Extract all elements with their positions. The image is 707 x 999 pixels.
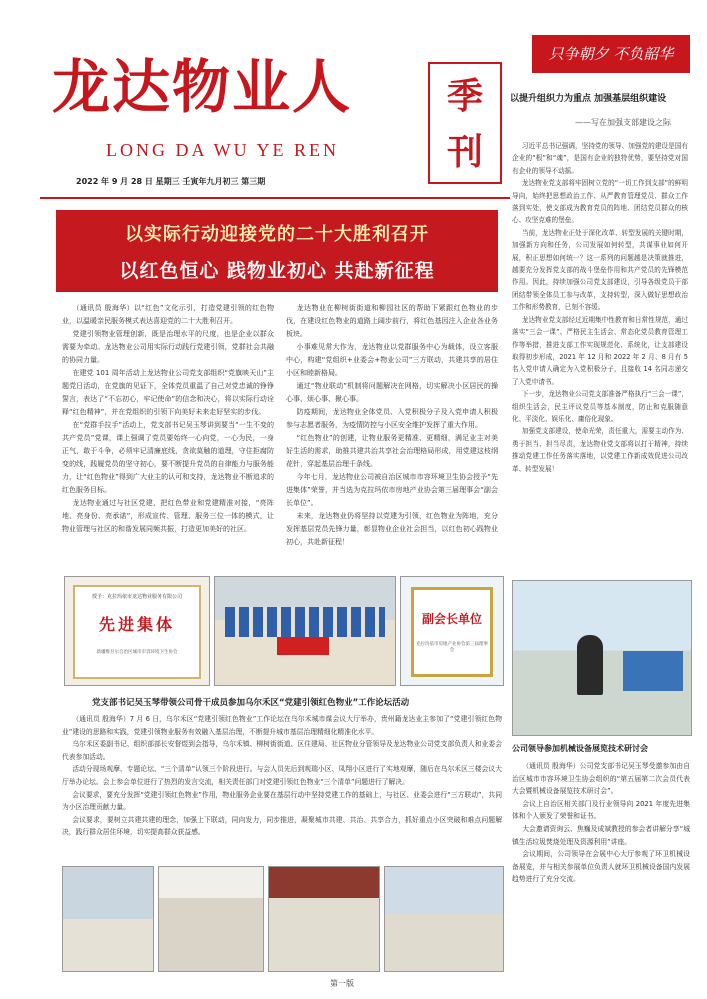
article-column-3 xyxy=(512,140,688,475)
paragraph: 会议期间，公司领导在会展中心大厅参观了环卫机械设备展览，并与相关参展单位负责人就环卫机械设备国内发展趋势进行了充分交流。 xyxy=(512,850,690,884)
paragraph: 下一步，龙达物业公司党支部准备严格执行“三会一课”，组织生活会，民主评议党员等基本制度，防止和克服随意化、平淡化、娱乐化、庸俗化现象。 xyxy=(512,390,688,423)
masthead-pinyin: LONG DA WU YE REN xyxy=(106,140,339,160)
slogan-logo: 只争朝夕 不负韶华 xyxy=(532,35,690,73)
paragraph: 今年七月，龙达物业公司被自治区城市市容环境卫生协会授予“先进集体”荣誉，并当选为克拉玛依市房地产业协会第三届理事会“副会长单位”。 xyxy=(286,473,498,507)
banner-line-2: 以红色恒心 践物业初心 共赴新征程 xyxy=(119,260,435,282)
paragraph: 当前，龙达物业正处于深化改革、转型发展的关键时期，加强新方向和任务，公司发展如何转型，共谋事业如何开展，积正思想如何统一？这一系列的问题越是决策就推进，越要充分发挥党支部的战斗堡垒作用和共产党员的先锋模范作用。因此，持续加强公司党支部建设，引导各级党员干部团结带领全体员工参与改革，支持转型，深入做好思想政治工作和形势教育，已刻不容缓。 xyxy=(512,228,688,312)
forum-photo-1 xyxy=(62,866,154,972)
paragraph: 龙达物业党支部经过近期集中性教育和日常性规范，通过落实“三会一课”、严格民主生活会、常态化党员教育管理工作等举措，推进支部工作实现规范化、系统化，让支部建设取得初步形成，2021 年 12 月和 2022 年 2 月、8 月有 5 名入党申请人确定为入党积极分子，且接收 14 名同志递交了入党申请书。 xyxy=(512,315,688,386)
article2-headline: 党支部书记吴玉琴带领公司骨干成员参加乌尔禾区“党建引领红色物业”工作论坛活动 xyxy=(92,698,410,708)
award-certificate-photo xyxy=(64,576,210,686)
plaque-photo xyxy=(400,576,504,686)
award-recipient: 授予：克拉玛依市龙达物业服务有限公司 xyxy=(91,594,182,600)
people-row xyxy=(225,607,385,637)
plaque-issuer: 克拉玛依市房地产业协会第三届理事会 xyxy=(416,642,488,653)
forum-photo-4 xyxy=(384,866,504,972)
paragraph: 在“党群手拉手”活动上，党支部书记吴玉琴讲到要当“一生不变的共产党员”党课，课上强调了党员要始终一心向党，一心为民，一身正气，敢于斗争，必须牢记清廉底线，贪欲莫触的道理，守住拒腐防变的线，践履党员的坚守初心，要不断提升党员的自律能力与服务能力，让“红色物业”得到广大业主的认可和支持，龙达物业不断追求的红色服务目标。 xyxy=(62,421,274,494)
article3-headline: 公司领导参加机械设备展览技术研讨会 xyxy=(512,744,648,753)
paragraph: 活动分现场观摩、专题论坛、“三个清单”认领三个阶段进行。与会人员先后到观瑞小区、凤翔小区进行了实地观摩，随后在乌尔禾区三楼会议大厅举办论坛。会上参会单位进行了热烈的发言交流，相关责任部门对党建引领红色物业“三个清单”问题进行了解决。 xyxy=(62,765,502,786)
paragraph: （通讯员 殷海华）7 月 6 日，乌尔禾区“党建引领红色物业”工作论坛在乌尔禾城市煤会议大厅举办，贵州籍龙达业主参加了“党建引领红色物业”建设的思路和实践，党建引领物业服务有效融入基层治理，不断提升城市基层治理精细化精准化水平。 xyxy=(62,715,502,736)
paragraph: 会议要求，要充分发挥“党建引领红色物业”作用，物业服务企业要在基层行动中坚持党建工作的基础上，与社区、业委会进行“三方联动”，共同为小区治理贡献力量。 xyxy=(62,790,502,812)
masthead-rule xyxy=(40,197,510,199)
group-photo xyxy=(214,576,396,686)
dateline: 2022 年 9 月 28 日 星期三 壬寅年九月初三 第三期 xyxy=(76,177,266,186)
paragraph: 大会邀请资询云、焦巍及成斌教授的参会者讲解分享“城镇生活垃圾焚烧处理及资源利用”讲座。 xyxy=(512,824,690,846)
person-figure xyxy=(577,635,603,695)
paragraph: “红色物业”的创建，让物业服务更精准、更精细，满足业主对美好生活的需求，助推共建共治共享社会治理格局形成，用党建这枝纲花针，穿起基层治理千条线。 xyxy=(286,434,498,468)
paragraph: 会议要求，要树立共建共建的理念，加强上下联动，同向发力，同步推进，凝聚城市共建、共治、共享合力，抓好重点小区突破和难点问题解决，践行群众居住环境，切实提高群众获益感。 xyxy=(62,815,502,837)
award-title: 先进集体 xyxy=(98,615,175,634)
masthead-title: 龙达物业人 xyxy=(52,53,353,121)
article-byline: ——写在加强支部建设之际 xyxy=(575,118,671,127)
paragraph: 在建党 101 周年活动上龙达物业公司党支部组织“党旗映天山”主题党日活动，在党旗的见证下，全体党员重温了自己对党忠诚的铮铮誓言，表达了“不忘初心，牢记使命”的信念和决心，将以实际行动诠释“红色精神”，并在党组织的引领下向美好未来走好坚实的步伐。 xyxy=(62,369,274,416)
plaque-title: 副会长单位 xyxy=(421,612,482,626)
article-column-1 xyxy=(62,302,274,536)
paragraph: 未来，龙达物业仍将坚持以党建为引领，红色物业为阵地，充分发挥基层党员先锋力量，彰显物业企业社会担当，以红色初心践物业初心，共赴新征程！ xyxy=(286,512,498,546)
paragraph: 龙达物业在柳树街街道和柳园社区的帮助下紧跟红色物业的步伐，在建设红色物业的道路上阔步前行，将红色基因注入企业各业务板块。 xyxy=(286,304,498,338)
paragraph: 龙达物业通过与社区党建，把红色带业和党建精准对接，“亮阵地、亮身份、亮承诺”，形成宣传、管理、服务三位一体的模式，让物业管理与社区的和谐发展同频共振，打造更加美好的社区。 xyxy=(62,499,274,533)
quarterly-box xyxy=(428,62,502,184)
paragraph: 会议上自治区相关部门及行业领导向 2021 年度先进集体和个人颁发了荣誉和证书。 xyxy=(512,799,690,821)
box-char-2: 刊 xyxy=(446,131,483,173)
award-issuer: 新疆维吾尔自治区城市市容环境卫生协会 xyxy=(96,650,178,655)
paragraph: 通过“物业联动”机制将问题解决在网格，切实解决小区居民的操心事、烦心事、揪心事。 xyxy=(286,382,498,403)
paragraph: （通讯员 殷海华）以“红色”文化示引，打造党建引领的红色物业，以温暖亲民服务模式表达喜迎党的二十大胜利召开。 xyxy=(62,304,274,325)
paragraph: 小事难见常大作为，龙达物业以党群服务中心为载体，设立客服中心，构建“党组织+业委会+物业公司”三方联动，共建共享的居住小区和睦新格局。 xyxy=(286,343,498,377)
exhibition-photo xyxy=(512,580,692,736)
forum-photo-3 xyxy=(268,866,380,972)
paragraph: 乌尔禾区委副书记、组织部部长安督煜到会指导，乌尔禾镇、柳树街街道、区住建局、社区物业分管领导及龙达物业公司党支部负责人和业委会代表参加活动。 xyxy=(62,740,502,761)
paragraph: （通讯员 殷海华）公司党支部书记吴玉琴受邀参加由自治区城市市容环境卫生协会组织的“第五届第二次会员代表大会暨机械设备展览技术研讨会”。 xyxy=(512,762,690,796)
machinery-shape xyxy=(623,651,683,691)
headline-banner xyxy=(56,210,498,292)
page-number: 第一版 xyxy=(330,979,354,988)
article3-body xyxy=(512,760,690,886)
article-headline-right: 以提升组织力为重点 加强基层组织建设 xyxy=(510,94,667,104)
box-char-1: 季 xyxy=(446,75,483,117)
forum-photo-2 xyxy=(158,866,264,972)
article2-body xyxy=(62,713,502,839)
banner-line-1: 以实际行动迎接党的二十大胜利召开 xyxy=(125,224,429,245)
paragraph: 龙达物业党支部将牢固树立党的“一切工作到支部”的鲜明导向，始终把思想政治工作、从严教育管理党员、群众工作落到实处，使支部成为教育党员的阵地、团结党员群众的核心、攻坚克难的堡垒。 xyxy=(512,179,688,225)
article-column-2 xyxy=(286,302,498,549)
paragraph: 习近平总书记强调，坚持党的领导、加强党的建设是国有企业的“根”和“魂”，是国有企业的独特优势，要坚持党对国有企业的领导不动摇。 xyxy=(512,142,688,175)
paragraph: 防疫期间，龙达物业全体党员、入党积极分子及入党申请人积极参与志愿者服务，为疫情防控与小区安全维护发挥了重大作用。 xyxy=(286,408,498,429)
paragraph: 加强党支部建设，使命光荣，责任重大，需要主动作为、勇于担当、担当尽责，龙达物业党支部将以打于精神，持续推动党建工作任务落实落地，以党建工作新成效促进公司改革、转型发展！ xyxy=(512,427,688,473)
paragraph: 党建引领物业管理创新，既是治理水平的尺度，也是企业以群众需要为牵动。龙达物业公司用实际行动践行党建引领，党群社会共融的协同力量。 xyxy=(62,330,274,364)
